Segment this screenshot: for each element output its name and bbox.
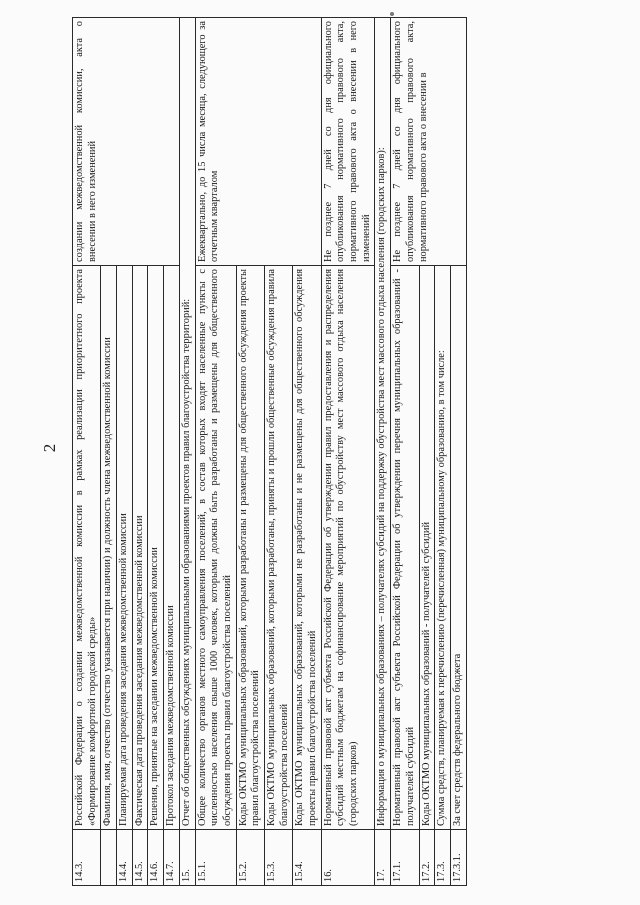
row-text: Решения, принятые на заседании межведомственной комиссии (148, 266, 164, 830)
rotated-table-frame (72, 18, 580, 886)
section-heading: Отчет об общественных обсуждениях муниципальными образованиями проектов правил благоустройства территорий: (179, 18, 195, 830)
row-text: Общее количество органов местного самоуправления поселений, в состав которых входят населенные пункты с численностью населения свыше 1000 человек, которыми должны быть разработаны и размещены для общественного обсуждения проекты правил благоустройства поселений (195, 266, 236, 830)
row-number: 15.1. (195, 830, 236, 886)
row-number: 15.3. (264, 830, 292, 886)
row-text: Фамилия, имя, отчество (отчество указывается при наличии) и должность члена межведомственной комиссии (101, 266, 117, 830)
row-number: 15.4. (293, 830, 321, 886)
row-text: Планируемая дата проведения заседания межведомственной комиссии (117, 266, 133, 830)
row-text: Сумма средств, планируемая к перечислению (перечисленная) муниципальному образованию, в том числе: (435, 266, 451, 830)
table-row (391, 18, 419, 886)
row-number: 16. (321, 830, 375, 886)
row-deadline: Не позднее 7 дней со дня официального опубликования нормативного правового акта, нормативного правового акта о внесении в (391, 18, 466, 266)
row-number: 15.2. (236, 830, 264, 886)
row-deadline: создании межведомственной комиссии, акта о внесении в него изменений (73, 18, 180, 266)
page-number: 2 (40, 443, 59, 453)
row-number: 14.3. (73, 830, 101, 886)
scan-mark (390, 12, 394, 16)
row-text: Коды ОКТМО муниципальных образований - получателей субсидий (419, 266, 435, 830)
row-number (101, 830, 117, 886)
table-content (72, 18, 580, 886)
row-text: Фактическая дата проведения заседания межведомственной комиссии (132, 266, 148, 830)
row-deadline: Ежеквартально, до 15 числа месяца, следующего за отчетным кварталом (195, 18, 321, 266)
row-number: 17.3.1. (450, 830, 466, 886)
table-row (195, 18, 236, 886)
row-number: 14.7. (164, 830, 180, 886)
table-row (375, 18, 391, 886)
row-text: За счет средств федерального бюджета (450, 266, 466, 830)
row-text: Нормативный правовой акт субъекта Российской Федерации об утверждении перечня муниципальных образований - получателей субсидий (391, 266, 419, 830)
row-text: Коды ОКТМО муниципальных образований, которыми разработаны, приняты и прошли общественные обсуждения правила благоустройства поселений (264, 266, 292, 830)
section-heading: Информация о муниципальных образованиях – получателях субсидий на поддержку обустройства мест массового отдыха населения (городских парков): (375, 18, 391, 830)
row-number: 17.2. (419, 830, 435, 886)
table-row (179, 18, 195, 886)
row-text: Российской Федерации о создании межведомственной комиссии в рамках реализации приоритетного проекта «Формирование комфортной городской среды» (73, 266, 101, 830)
row-deadline: Не позднее 7 дней со дня официального опубликования нормативного правового акта, нормативного правового акта о внесении в него изменений (321, 18, 375, 266)
row-number: 17. (375, 830, 391, 886)
reporting-table (72, 17, 467, 886)
row-number: 14.5. (132, 830, 148, 886)
table-row (73, 18, 101, 886)
table-row (321, 18, 375, 886)
row-number: 14.4. (117, 830, 133, 886)
row-text: Нормативный правовой акт субъекта Российской Федерации об утверждении правил предоставления и распределения субсидий местным бюджетам на софинансирование мероприятий по обустройству мест массового отдыха населения (городских парков) (321, 266, 375, 830)
row-number: 15. (179, 830, 195, 886)
row-text: Коды ОКТМО муниципальных образований, которыми разработаны и размещены для общественного обсуждения проекты правил благоустройства поселений (236, 266, 264, 830)
row-text: Коды ОКТМО муниципальных образований, которыми не разработаны и не размещены для общественного обсуждения проекты правил благоустройства поселений (293, 266, 321, 830)
row-number: 17.1. (391, 830, 419, 886)
row-number: 14.6. (148, 830, 164, 886)
row-text: Протокол заседания межведомственной комиссии (164, 266, 180, 830)
row-number: 17.3. (435, 830, 451, 886)
